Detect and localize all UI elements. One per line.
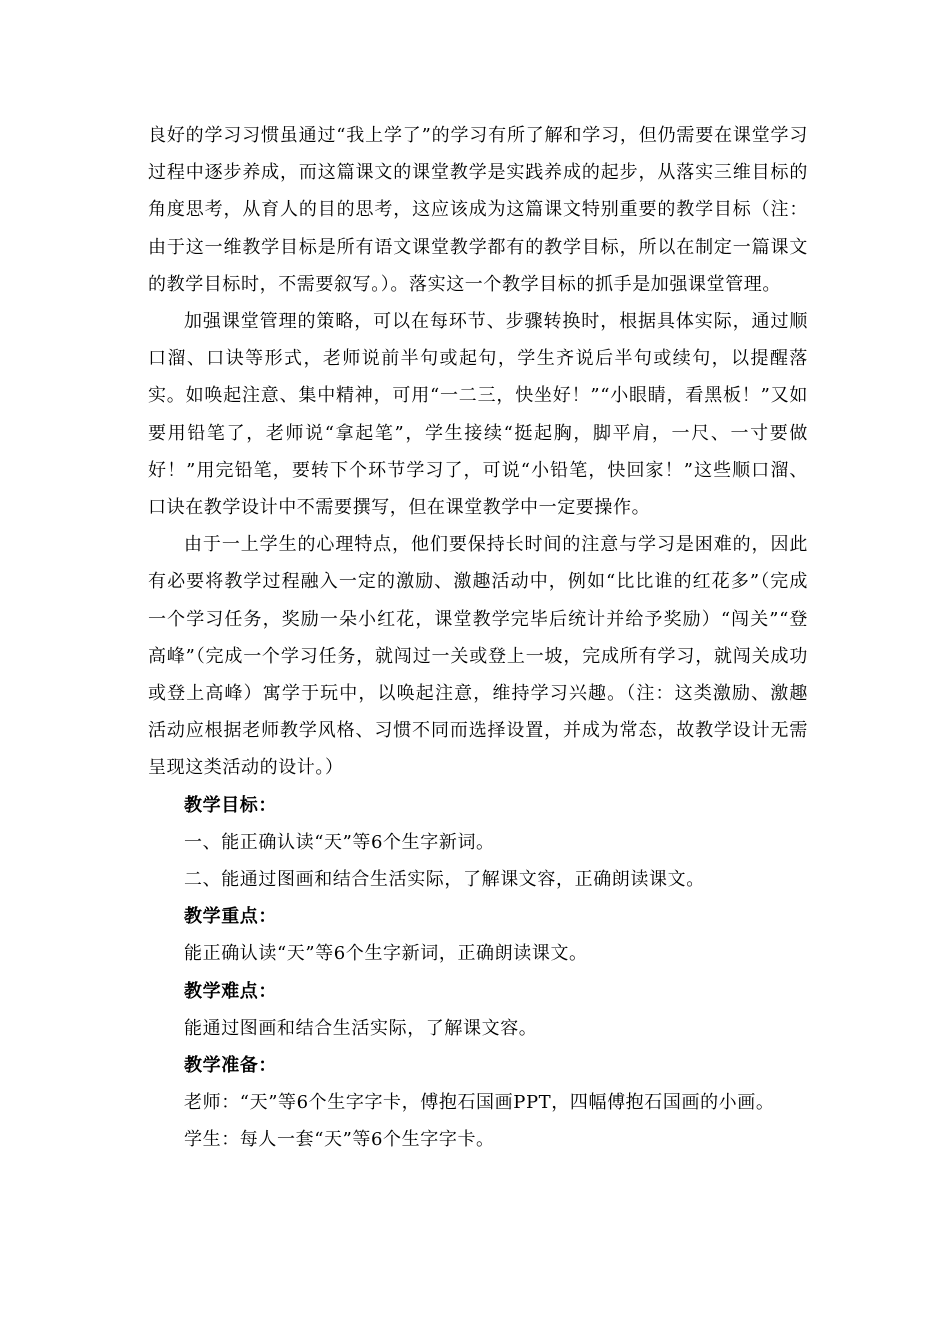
- document-page: [148, 117, 808, 1159]
- heading-preparation: 教学准备：: [184, 1055, 277, 1077]
- heading-difficulties: 教学难点：: [184, 980, 277, 1002]
- difficulties-text: 能通过图画和结合生活实际，了解课文容。: [184, 1017, 538, 1039]
- paragraph-classroom-management: 加强课堂管理的策略，可以在每环节、步骤转换时，根据具体实际，通过顺口溜、口诀等形式，老师说前半句或起句，学生齐说后半句或续句，以提醒落实。如唤起注意、集中精神，可用“一二三，快坐好！”“小眼睛，看黑板！”又如要用铅笔了，老师说“拿起笔”，学生接续“挺起胸，脚平肩，一尺、一寸要做好！”用完铅笔，要转下个环节学习了，可说“小铅笔，快回家！”这些顺口溜、口诀在教学设计中不需要撰写，但在课堂教学中一定要操作。: [148, 311, 808, 519]
- goal-item-2: 二、能通过图画和结合生活实际，了解课文容，正确朗读课文。: [184, 869, 705, 891]
- preparation-teacher: 老师：“天”等6个生字字卡，傅抱石国画PPT，四幅傅抱石国画的小画。: [184, 1092, 775, 1114]
- paragraph-learning-habits: 良好的学习习惯虽通过“我上学了”的学习有所了解和学习，但仍需要在课堂学习过程中逐步养成，而这篇课文的课堂教学是实践养成的起步，从落实三维目标的角度思考，从育人的目的思考，这应该成为这篇课文特别重要的教学目标（注：由于这一维教学目标是所有语文课堂教学都有的教学目标，所以在制定一篇课文的教学目标时，不需要叙写。）。落实这一个教学目标的抓手是加强课堂管理。: [148, 125, 808, 295]
- paragraph-motivation-activities: 由于一上学生的心理特点，他们要保持长时间的注意与学习是困难的，因此有必要将教学过程融入一定的激励、激趣活动中，例如“比比谁的红花多”（完成一个学习任务，奖励一朵小红花，课堂教学完毕后统计并给予奖励）“闯关”“登高峰”（完成一个学习任务，就闯过一关或登上一坡，完成所有学习，就闯关成功或登上高峰）寓学于玩中，以唤起注意，维持学习兴趣。（注：这类激励、激趣活动应根据老师教学风格、习惯不同而选择设置，并成为常态，故教学设计无需呈现这类活动的设计。）: [148, 534, 808, 779]
- heading-teaching-goals: 教学目标：: [184, 794, 277, 816]
- preparation-student: 学生：每人一套“天”等6个生字字卡。: [184, 1129, 495, 1151]
- heading-key-points: 教学重点：: [184, 906, 277, 928]
- key-points-text: 能正确认读“天”等6个生字新词，正确朗读课文。: [184, 943, 588, 965]
- goal-item-1: 一、能正确认读“天”等6个生字新词。: [184, 831, 495, 853]
